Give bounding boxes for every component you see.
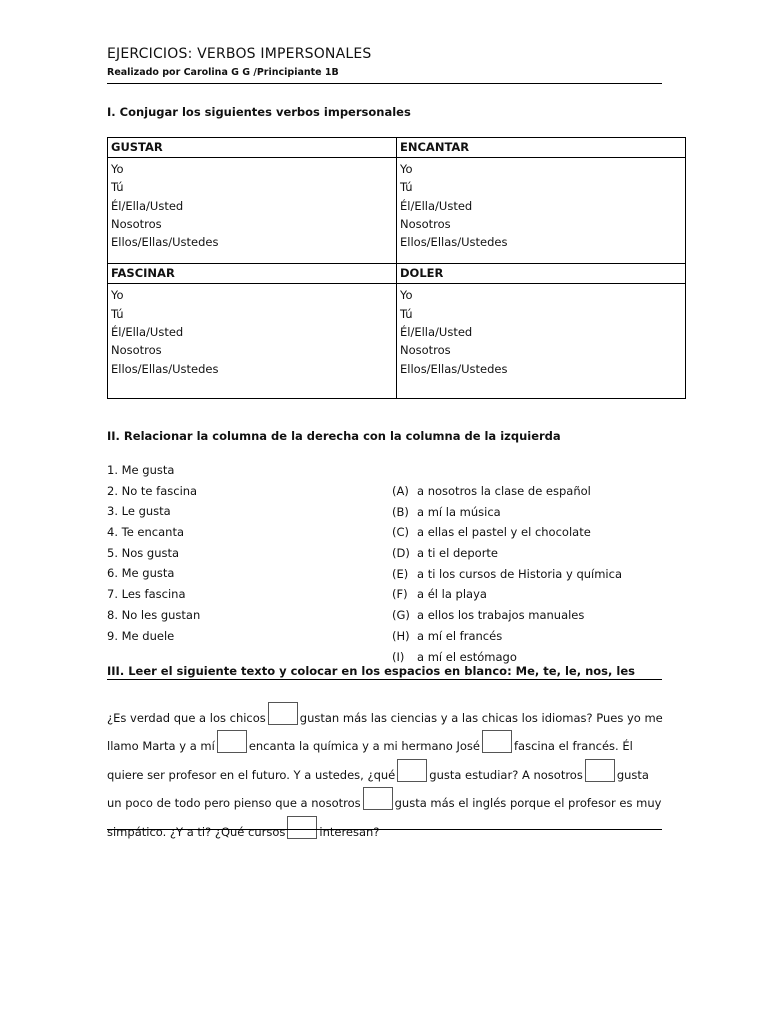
pronoun-list	[397, 158, 686, 264]
list-item	[392, 481, 622, 502]
blank-field-6[interactable]	[363, 787, 393, 810]
blank-field-1[interactable]	[268, 702, 298, 725]
worksheet-author: Realizado por Carolina G G /Principiante 1B	[107, 67, 339, 78]
list-item	[392, 584, 622, 605]
option-letter: (E)	[392, 566, 409, 581]
verb-header-encantar: ENCANTAR	[397, 138, 686, 158]
pronoun-list	[108, 284, 397, 398]
conjugation-table	[107, 137, 686, 399]
option-letter: (C)	[392, 525, 410, 540]
section-3-divider	[107, 679, 662, 680]
pronoun-tu: Tú	[400, 306, 413, 321]
list-item	[392, 502, 622, 523]
list-item: 6. Me gusta	[107, 566, 175, 581]
option-letter: (A)	[392, 484, 409, 498]
verb-header-fascinar: FASCINAR	[108, 264, 397, 284]
pronoun-tu: Tú	[111, 180, 124, 195]
pronoun-nosotros: Nosotros	[111, 343, 162, 358]
option-letter: (D)	[392, 546, 410, 561]
pronoun-tu: Tú	[111, 306, 124, 321]
blank-field-2[interactable]	[217, 730, 247, 753]
list-item	[392, 564, 622, 585]
text-segment: interesan?	[319, 824, 380, 839]
pronoun-yo: Yo	[400, 162, 413, 176]
option-text: a ellas el pastel y el chocolate	[417, 525, 591, 540]
verb-header-doler: DOLER	[397, 264, 686, 284]
option-text: a mí la música	[417, 504, 501, 519]
option-text: a ti los cursos de Historia y química	[417, 566, 623, 581]
text-segment: encanta la química y a mi hermano José	[248, 739, 480, 754]
pronoun-yo: Yo	[111, 288, 124, 303]
option-text: a ti el deporte	[417, 546, 499, 561]
option-text: a nosotros la clase de español	[417, 484, 591, 498]
list-item: 4. Te encanta	[107, 525, 185, 540]
option-text: a él la playa	[417, 587, 487, 602]
fill-in-paragraph	[107, 702, 667, 844]
pronoun-el: Él/Ella/Usted	[400, 198, 473, 213]
worksheet-title: EJERCICIOS: VERBOS IMPERSONALES	[107, 46, 372, 62]
verb-header-gustar: GUSTAR	[108, 138, 397, 158]
pronoun-ellos: Ellos/Ellas/Ustedes	[400, 361, 508, 376]
list-item	[392, 543, 622, 564]
section-3-heading: III. Leer el siguiente texto y colocar en los espacios en blanco: Me, te, le, nos, les	[107, 664, 635, 678]
pronoun-nosotros: Nosotros	[111, 216, 162, 231]
matching-right-column	[392, 481, 622, 667]
list-item	[392, 522, 622, 543]
list-item: 3. Le gusta	[107, 504, 171, 519]
text-segment: ¿Es verdad que a los chicos	[107, 711, 266, 725]
pronoun-nosotros: Nosotros	[400, 216, 451, 231]
option-letter: (F)	[392, 587, 408, 602]
list-item: 8. No les gustan	[107, 607, 201, 622]
blank-field-3[interactable]	[482, 730, 512, 753]
option-text: a mí el francés	[417, 628, 503, 643]
pronoun-el: Él/Ella/Usted	[111, 198, 184, 213]
text-segment: gusta un poco de todo pero pienso que a nosotros	[107, 767, 649, 811]
list-item	[392, 605, 622, 626]
pronoun-list	[108, 158, 397, 264]
pronoun-yo: Yo	[111, 162, 124, 176]
section-1-heading: I. Conjugar los siguientes verbos impersonales	[107, 105, 411, 119]
option-text: a ellos los trabajos manuales	[417, 608, 585, 623]
list-item: 2. No te fascina	[107, 483, 198, 498]
option-letter: (G)	[392, 608, 410, 623]
pronoun-yo: Yo	[400, 288, 413, 303]
pronoun-ellos: Ellos/Ellas/Ustedes	[111, 361, 219, 376]
list-item	[392, 626, 622, 647]
pronoun-el: Él/Ella/Usted	[111, 325, 184, 340]
pronoun-list	[397, 284, 686, 398]
pronoun-tu: Tú	[400, 180, 413, 195]
blank-field-5[interactable]	[585, 759, 615, 782]
text-segment: gusta estudiar? A nosotros	[429, 767, 583, 782]
blank-field-4[interactable]	[397, 759, 427, 782]
option-letter: (B)	[392, 504, 409, 519]
pronoun-el: Él/Ella/Usted	[400, 325, 473, 340]
option-letter: (H)	[392, 628, 410, 643]
list-item: 5. Nos gusta	[107, 545, 180, 560]
list-item: 7. Les fascina	[107, 587, 186, 602]
blank-field-7[interactable]	[287, 816, 317, 839]
matching-left-column	[107, 460, 200, 646]
pronoun-ellos: Ellos/Ellas/Ustedes	[400, 235, 508, 250]
list-item: 1. Me gusta	[107, 463, 175, 477]
option-letter: (I)	[392, 649, 405, 664]
header-divider	[107, 83, 662, 84]
text-segment: fascina el francés. Él quiere ser profesor en el futuro. Y a ustedes, ¿qué	[107, 739, 633, 782]
list-item: 9. Me duele	[107, 628, 175, 643]
text-segment: gusta más el inglés porque el profesor es muy simpático. ¿Y a ti? ¿Qué cursos	[107, 796, 662, 839]
text-segment: gustan más las ciencias y a las chicas los idiomas? Pues yo me llamo Marta y a mí	[107, 711, 663, 754]
option-text: a mí el estómago	[417, 649, 517, 664]
pronoun-ellos: Ellos/Ellas/Ustedes	[111, 235, 219, 250]
section-2-heading: II. Relacionar la columna de la derecha con la columna de la izquierda	[107, 429, 561, 443]
pronoun-nosotros: Nosotros	[400, 343, 451, 358]
section-3-bottom-divider	[107, 829, 662, 830]
